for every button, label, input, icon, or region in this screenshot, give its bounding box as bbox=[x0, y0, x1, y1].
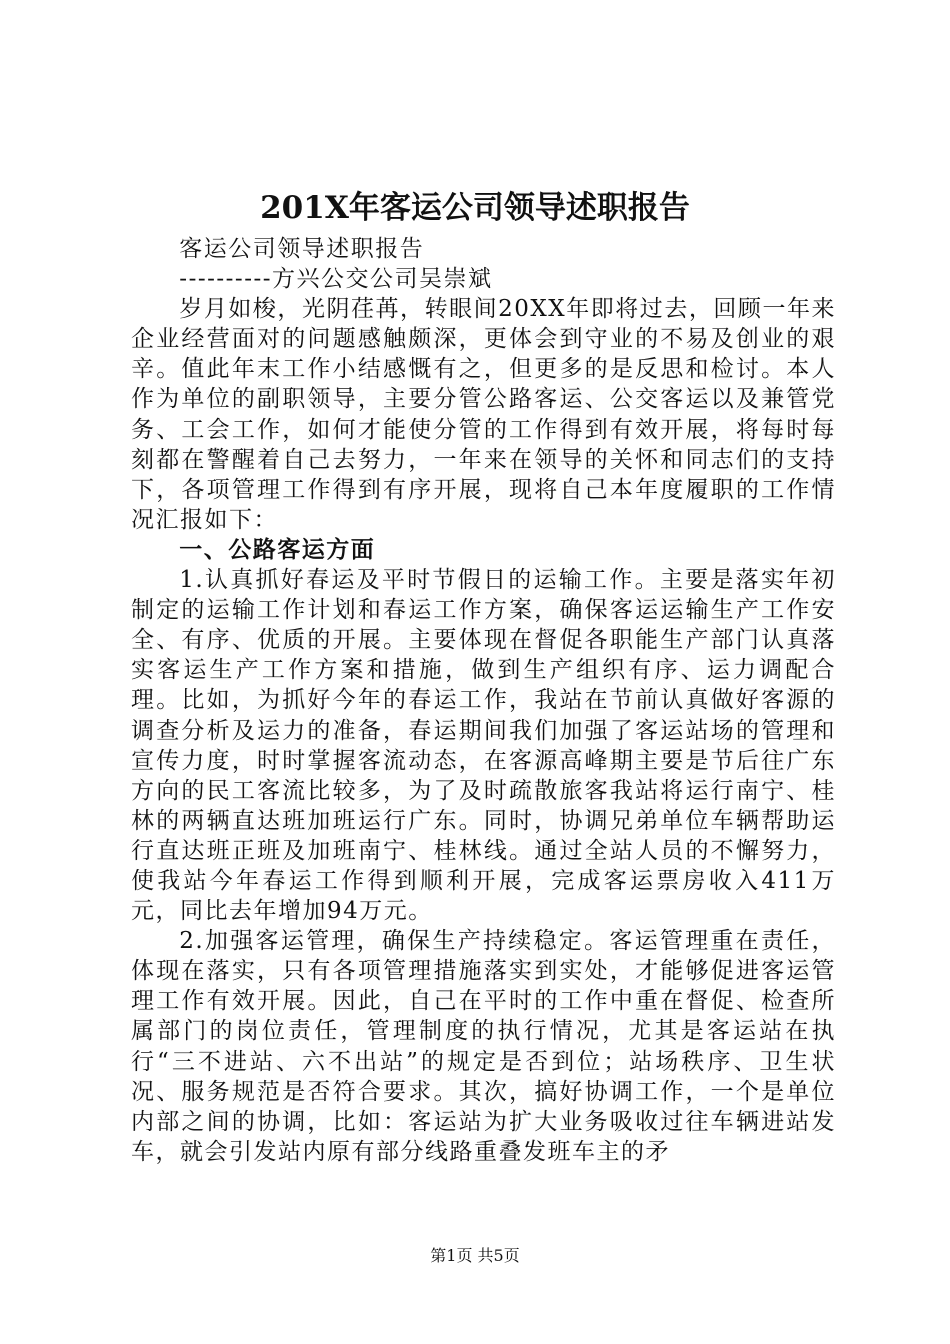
paragraph-item-2: 2.加强客运管理，确保生产持续稳定。客运管理重在责任，体现在落实，只有各项管理措施落实到实处，才能够促进客运管理工作有效开展。因此，自己在平时的工作中重在督促、检查所属部门的岗位责任，管理制度的执行情况，尤其是客运站在执行“三不进站、六不出站”的规定是否到位；站场秩序、卫生状况、服务规范是否符合要求。其次，搞好协调工作，一个是单位内部之间的协调，比如：客运站为扩大业务吸收过往车辆进站发车，就会引发站内原有部分线路重叠发班车主的矛 bbox=[131, 928, 836, 1165]
page-footer: 第1页 共5页 bbox=[430, 1246, 520, 1265]
paragraph-intro: 岁月如梭，光阴荏苒，转眼间20XX年即将过去，回顾一年来企业经营面对的问题感触颇深，更体会到守业的不易及创业的艰辛。值此年末工作小结感慨有之，但更多的是反思和检讨。本人作为单位的副职领导，主要分管公路客运、公交客运以及兼管党务、工会工作，如何才能使分管的工作得到有效开展，将每时每刻都在警醒着自己去努力，一年来在领导的关怀和同志们的支持下，各项管理工作得到有序开展，现将自己本年度履职的工作情况汇报如下： bbox=[131, 296, 836, 533]
document-title: 201X年客运公司领导述职报告 bbox=[260, 190, 690, 226]
paragraph-author: ----------方兴公交公司吴崇斌 bbox=[179, 266, 493, 293]
section-heading: 一、公路客运方面 bbox=[179, 536, 376, 563]
document-body bbox=[131, 234, 836, 1167]
paragraph-item-1: 1.认真抓好春运及平时节假日的运输工作。主要是落实年初制定的运输工作计划和春运工作方案，确保客运运输生产工作安全、有序、优质的开展。主要体现在督促各职能生产部门认真落实客运生产工作方案和措施，做到生产组织有序、运力调配合理。比如，为抓好今年的春运工作，我站在节前认真做好客源的调查分析及运力的准备，春运期间我们加强了客运站场的管理和宣传力度，时时掌握客流动态，在客源高峰期主要是节后往广东方向的民工客流比较多，为了及时疏散旅客我站将运行南宁、桂林的两辆直达班加班运行广东。同时，协调兄弟单位车辆帮助运行直达班正班及加班南宁、桂林线。通过全站人员的不懈努力，使我站今年春运工作得到顺利开展，完成客运票房收入411万元，同比去年增加94万元。 bbox=[131, 567, 836, 925]
paragraph-subtitle: 客运公司领导述职报告 bbox=[179, 236, 425, 262]
